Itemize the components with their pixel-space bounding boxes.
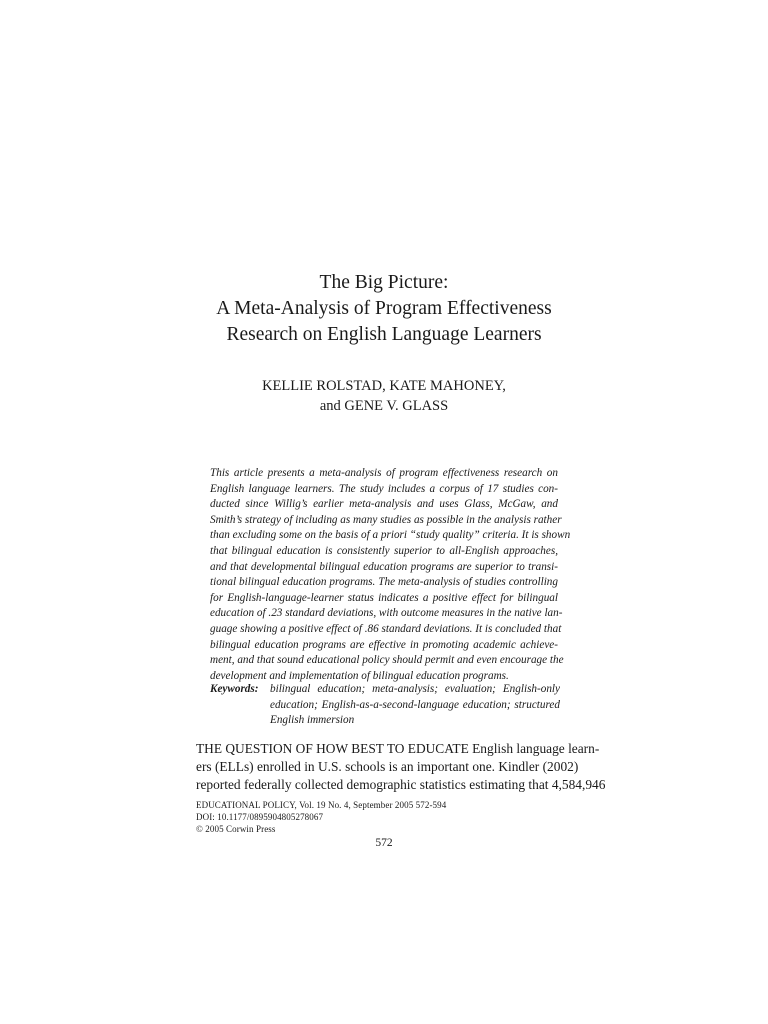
keywords-line: bilingual education; meta-analysis; evaluation; English-only [270, 683, 560, 695]
body-line: THE QUESTION OF HOW BEST TO EDUCATE English language learn- [196, 741, 600, 756]
keywords-line: English immersion [270, 714, 355, 727]
title-line: The Big Picture: [319, 272, 449, 293]
title-line: Research on English Language Learners [226, 324, 542, 345]
article-authors [0, 376, 768, 416]
keywords-line: education; English-as-a-second-language education; structured [270, 698, 560, 711]
article-abstract [210, 466, 571, 684]
page-number: 572 [375, 837, 393, 849]
abstract-line: Smith’s strategy of including as many studies as possible in the analysis rather [210, 513, 562, 526]
abstract-line: development and implementation of bilingual education programs. [210, 669, 509, 682]
journal-citation: EDUCATIONAL POLICY, Vol. 19 No. 4, September 2005 572-594 [196, 800, 447, 810]
abstract-line: that bilingual education is consistently superior to all-English approaches, [210, 544, 558, 557]
title-line: A Meta-Analysis of Program Effectiveness [216, 298, 552, 319]
author-line: KELLIE ROLSTAD, KATE MAHONEY, [262, 378, 506, 394]
abstract-line: tional bilingual education programs. The meta-analysis of studies controlling [210, 576, 558, 589]
publication-footer [196, 799, 576, 835]
abstract-line: bilingual education programs are effective in promoting academic achieve- [210, 638, 558, 651]
abstract-line: guage showing a positive effect of .86 standard deviations. It is concluded that [210, 622, 562, 635]
keywords-section [210, 682, 560, 729]
abstract-line: and that developmental bilingual education programs are superior to transi- [210, 560, 558, 573]
abstract-line: ducted since Willig’s earlier meta-analysis and uses Glass, McGaw, and [210, 498, 558, 511]
abstract-line: education of .23 standard deviations, with outcome measures in the native lan- [210, 607, 563, 620]
keywords-list [270, 682, 560, 729]
article-body [196, 740, 606, 794]
author-line: and GENE V. GLASS [319, 398, 449, 414]
body-line: reported federally collected demographic statistics estimating that 4,584,946 [196, 777, 606, 792]
abstract-line: for English-language-learner status indicates a positive effect for bilingual [210, 591, 558, 604]
copyright-line: © 2005 Corwin Press [196, 824, 276, 834]
abstract-line: ment, and that sound educational policy should permit and even encourage the [210, 654, 564, 667]
abstract-line: than excluding some on the basis of a priori “study quality” criteria. It is shown [210, 529, 571, 542]
doi-line: DOI: 10.1177/0895904805278067 [196, 812, 324, 822]
abstract-line: English language learners. The study includes a corpus of 17 studies con- [210, 482, 558, 495]
keywords-label: Keywords: [210, 683, 259, 695]
abstract-line: This article presents a meta-analysis of program effectiveness research on [210, 467, 558, 479]
body-line: ers (ELLs) enrolled in U.S. schools is an important one. Kindler (2002) [196, 759, 579, 774]
article-title [0, 270, 768, 348]
